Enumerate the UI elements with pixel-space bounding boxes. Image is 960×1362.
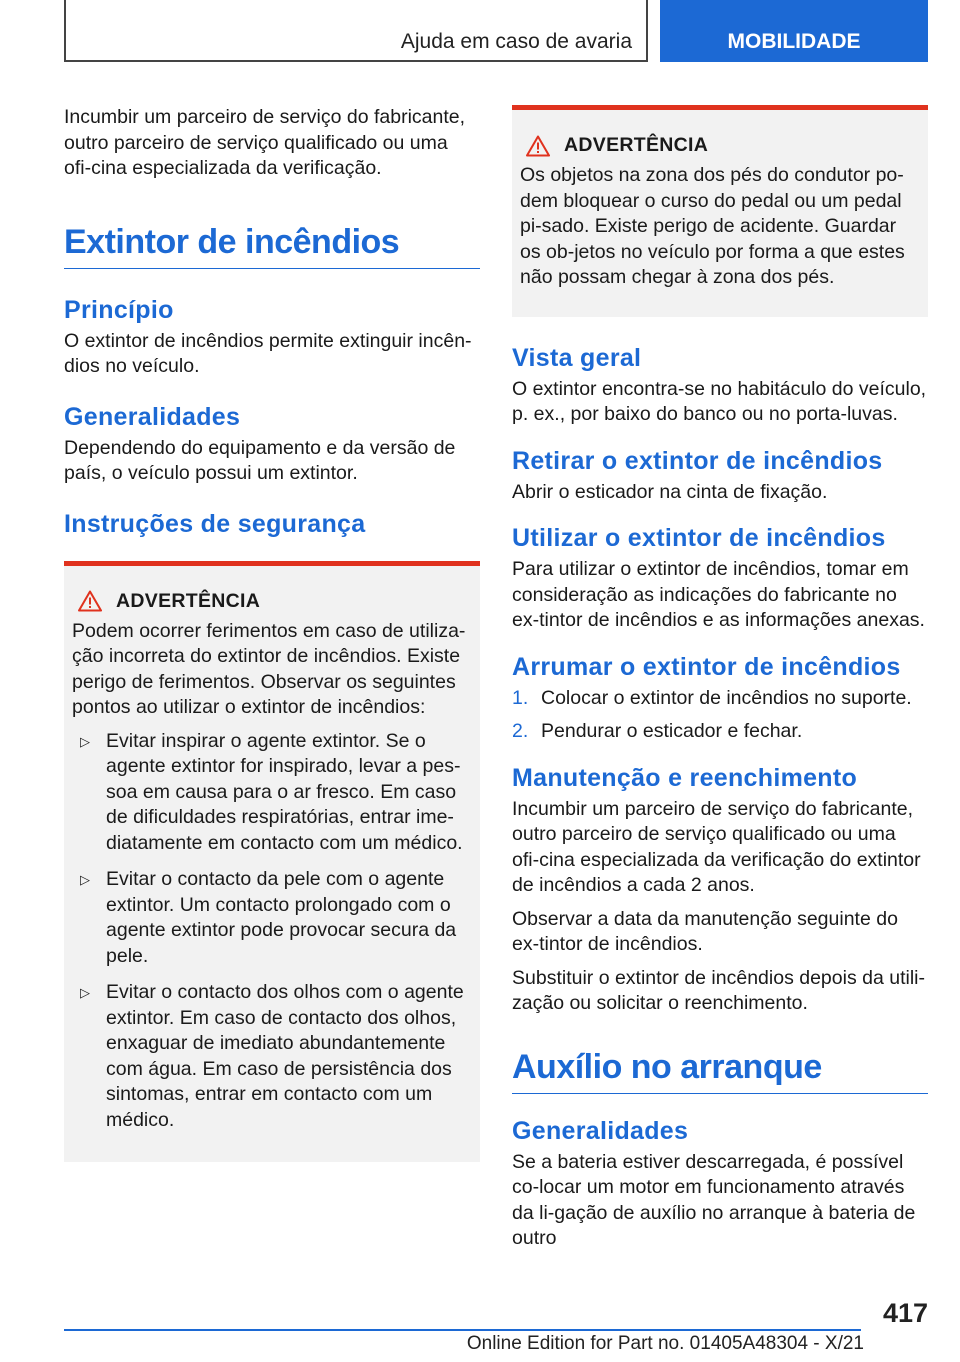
heading-overview: Vista geral [512, 343, 642, 372]
warning-header [526, 134, 920, 157]
page-number: 417 [882, 1298, 928, 1328]
principle-paragraph: O extintor de incêndios permite extinguir incên-dios no veículo. [64, 329, 472, 377]
heading-safety: Instruções de segurança [64, 509, 366, 538]
heading-remove-extinguisher: Retirar o extintor de incêndios [512, 446, 883, 475]
header-chapter-tab: MOBILIDADE [660, 0, 928, 62]
triangle-bullet-icon: ▷ [80, 985, 90, 1000]
header-section-box [64, 0, 648, 62]
heading-general-jump-start: Generalidades [512, 1116, 689, 1145]
use-paragraph: Para utilizar o extintor de incêndios, tomar em consideração as indicações do fabricante no ex-tintor de incêndios e as informações anexas. [512, 558, 925, 631]
heading-general: Generalidades [64, 402, 241, 431]
remove-paragraph: Abrir o esticador na cinta de fixação. [512, 480, 828, 503]
list-item-text: Evitar inspirar o agente extintor. Se o agente extintor for inspirado, levar a pes-soa em causa para o ar fresco. Em caso de dificuldades respiratórias, entrar ime-diatamente em contacto com um médico. [106, 729, 463, 854]
heading-store-extinguisher: Arrumar o extintor de incêndios [512, 652, 901, 681]
list-item [512, 719, 928, 745]
header-section-title: Ajuda em caso de avaria [400, 30, 632, 53]
maintenance-paragraph-2: Observar a data da manutenção seguinte do ex-tintor de incêndios. [512, 907, 898, 955]
list-item [72, 867, 472, 969]
maintenance-paragraph-1: Incumbir um parceiro de serviço do fabricante, outro parceiro de serviço qualificado ou uma ofi-cina especializada da verificação do extintor de incêndios a cada 2 anos. [512, 797, 921, 896]
step-text: Pendurar o esticador e fechar. [541, 720, 803, 742]
overview-paragraph: O extintor encontra-se no habitáculo do veículo, p. ex., por baixo do banco ou no porta-luvas. [512, 377, 927, 425]
warning-triangle-icon [526, 135, 550, 157]
warning-box-safety [64, 561, 480, 1163]
list-item [72, 729, 472, 857]
right-column [512, 105, 928, 1260]
warning-title: ADVERTÊNCIA [564, 134, 709, 156]
store-steps-list [512, 686, 928, 745]
triangle-bullet-icon: ▷ [80, 872, 90, 887]
heading-maintenance: Manutenção e reenchimento [512, 763, 858, 792]
section-title-fire-extinguisher: Extintor de incêndios [64, 220, 480, 269]
warning-text: Os objetos na zona dos pés do condutor po-dem bloquear o curso do pedal ou um pedal pi-sado. Existe perigo de acidente. Guardar os ob-jetos no veículo por forma a que estes não possam chegar à zona dos pés. [520, 164, 905, 288]
warning-box-footwell [512, 105, 928, 317]
heading-principle: Princípio [64, 295, 174, 324]
intro-paragraph: Incumbir um parceiro de serviço do fabricante, outro parceiro de serviço qualificado ou uma ofi-cina especializada da verificação. [64, 106, 466, 179]
jump-start-paragraph: Se a bateria estiver descarregada, é possível co-locar um motor em funcionamento através da li-gação de auxílio no arranque à bateria de outro [512, 1150, 916, 1249]
step-text: Colocar o extintor de incêndios no suporte. [541, 686, 912, 709]
warning-header [78, 590, 472, 613]
step-number: 2. [512, 720, 529, 742]
triangle-bullet-icon: ▷ [80, 733, 90, 749]
maintenance-paragraph-3: Substituir o extintor de incêndios depois da utili-zação ou solicitar o reenchimento. [512, 966, 925, 1014]
step-number: 1. [512, 686, 529, 709]
warning-triangle-icon [78, 590, 102, 612]
warning-text: Podem ocorrer ferimentos em caso de utiliza-ção incorreta do extintor de incêndios. Existe perigo de ferimentos. Observar os seguintes pontos ao utilizar o extintor de incêndios: [72, 619, 466, 718]
section-title-jump-start: Auxílio no arranque [512, 1045, 928, 1094]
list-item-text: Evitar o contacto da pele com o agente extintor. Um contacto prolongado com o agente extintor pode provocar secura da pele. [106, 868, 457, 967]
list-item [512, 686, 928, 712]
heading-use-extinguisher: Utilizar o extintor de incêndios [512, 524, 886, 552]
footer-divider [64, 1329, 861, 1331]
footer-edition-text: Online Edition for Part no. 01405A48304 - X/21 [466, 1333, 864, 1354]
warning-list [72, 729, 472, 1134]
list-item [72, 980, 472, 1133]
general-paragraph: Dependendo do equipamento e da versão de país, o veículo possui um extintor. [64, 436, 456, 484]
warning-title: ADVERTÊNCIA [116, 589, 261, 612]
left-column [64, 105, 480, 1162]
list-item-text: Evitar o contacto dos olhos com o agente extintor. Em caso de contacto dos olhos, enxaguar de imediato abundantemente com água. Em caso de persistência dos sintomas, entrar em contacto com um médico. [106, 981, 464, 1131]
